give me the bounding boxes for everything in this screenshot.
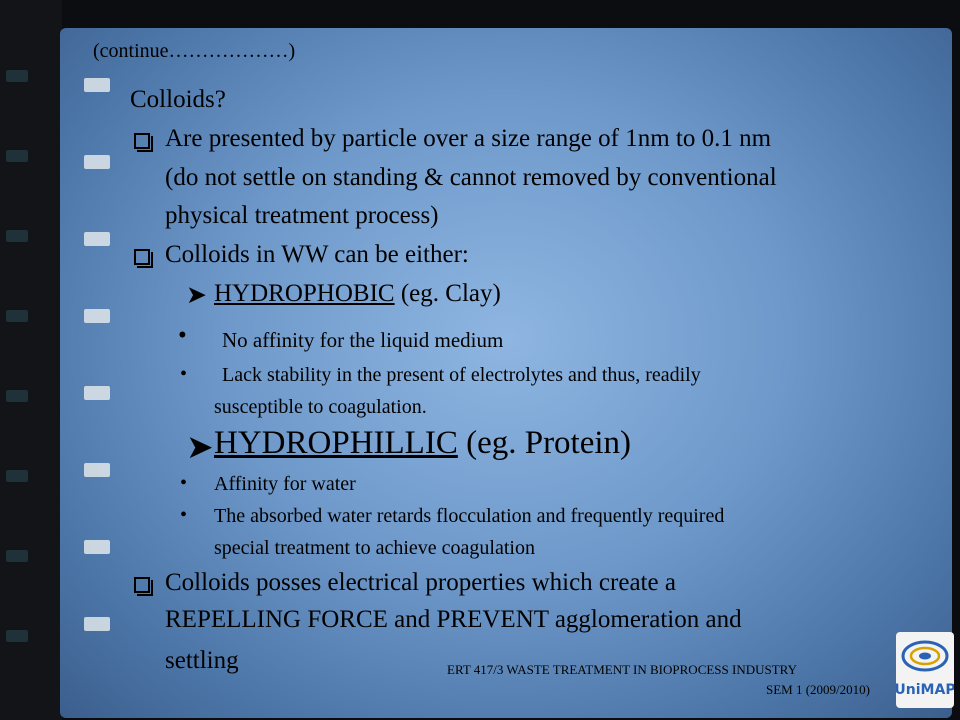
hydrophilic-line	[214, 425, 631, 462]
hydrophobic-label: HYDROPHOBIC	[214, 280, 395, 307]
dot-bullet-icon: •	[178, 322, 187, 349]
sprocket-hole	[84, 386, 110, 400]
continue-label: (continue………………)	[93, 40, 296, 62]
sprocket-hole	[84, 309, 110, 323]
checkbox-bullet-icon	[134, 249, 150, 265]
hydrophobic-point-1: No affinity for the liquid medium	[222, 328, 504, 352]
footer-semester: SEM 1 (2009/2010)	[766, 682, 870, 697]
arrow-bullet-icon: ➤	[186, 430, 214, 466]
bullet-3-line-2-emphasis: REPELLING FORCE and PREVENT	[165, 606, 555, 633]
sprocket-hole	[84, 232, 110, 246]
unimap-logo-icon	[896, 632, 954, 708]
slide-title: Colloids?	[130, 86, 226, 113]
sprocket	[6, 550, 28, 562]
sprocket	[6, 150, 28, 162]
checkbox-bullet-icon	[134, 133, 150, 149]
hydrophilic-example: (eg. Protein)	[457, 425, 632, 461]
sprocket	[6, 70, 28, 82]
bullet-3-line-1: Colloids posses electrical properties which create a	[165, 569, 676, 596]
hydrophilic-label: HYDROPHILLIC	[214, 425, 458, 461]
hydrophobic-point-2-cont: susceptible to coagulation.	[214, 396, 427, 418]
sprocket	[6, 390, 28, 402]
sprocket-hole	[84, 540, 110, 554]
sprocket-hole	[84, 78, 110, 92]
bullet-3-line-2	[165, 606, 742, 634]
footer-course: ERT 417/3 WASTE TREATMENT IN BIOPROCESS INDUSTRY	[447, 662, 798, 677]
sprocket-hole	[84, 617, 110, 631]
bullet-1-line-1: Are presented by particle over a size range of 1nm to 0.1 nm	[165, 125, 772, 152]
hydrophobic-line	[214, 280, 501, 308]
sprocket	[6, 630, 28, 642]
logo-text: UniMAP	[896, 682, 954, 698]
dot-bullet-icon: •	[180, 363, 188, 385]
sprocket	[6, 310, 28, 322]
bullet-1-line-3: physical treatment process)	[165, 202, 439, 229]
bullet-1-line-2: (do not settle on standing & cannot removed by conventional	[165, 164, 777, 191]
filmstrip-left	[0, 0, 62, 720]
hydrophobic-point-2: Lack stability in the present of electrolytes and thus, readily	[222, 364, 701, 386]
top-bar	[0, 0, 960, 28]
hydrophobic-example: (eg. Clay)	[394, 280, 501, 307]
sprocket-hole	[84, 155, 110, 169]
dot-bullet-icon: •	[180, 472, 188, 494]
sprocket	[6, 470, 28, 482]
bullet-3-line-2-rest: agglomeration and	[554, 606, 742, 633]
sprocket	[6, 230, 28, 242]
arrow-bullet-icon: ➤	[186, 282, 207, 309]
university-logo	[896, 632, 954, 708]
hydrophilic-point-2-cont: special treatment to achieve coagulation	[214, 537, 535, 559]
hydrophilic-point-1: Affinity for water	[214, 473, 356, 495]
bullet-3-line-3: settling	[165, 647, 239, 674]
bullet-2: Colloids in WW can be either:	[165, 241, 469, 268]
hydrophilic-point-2: The absorbed water retards flocculation and frequently required	[214, 505, 725, 527]
sprocket-hole	[84, 463, 110, 477]
checkbox-bullet-icon	[134, 577, 150, 593]
dot-bullet-icon: •	[180, 504, 188, 526]
